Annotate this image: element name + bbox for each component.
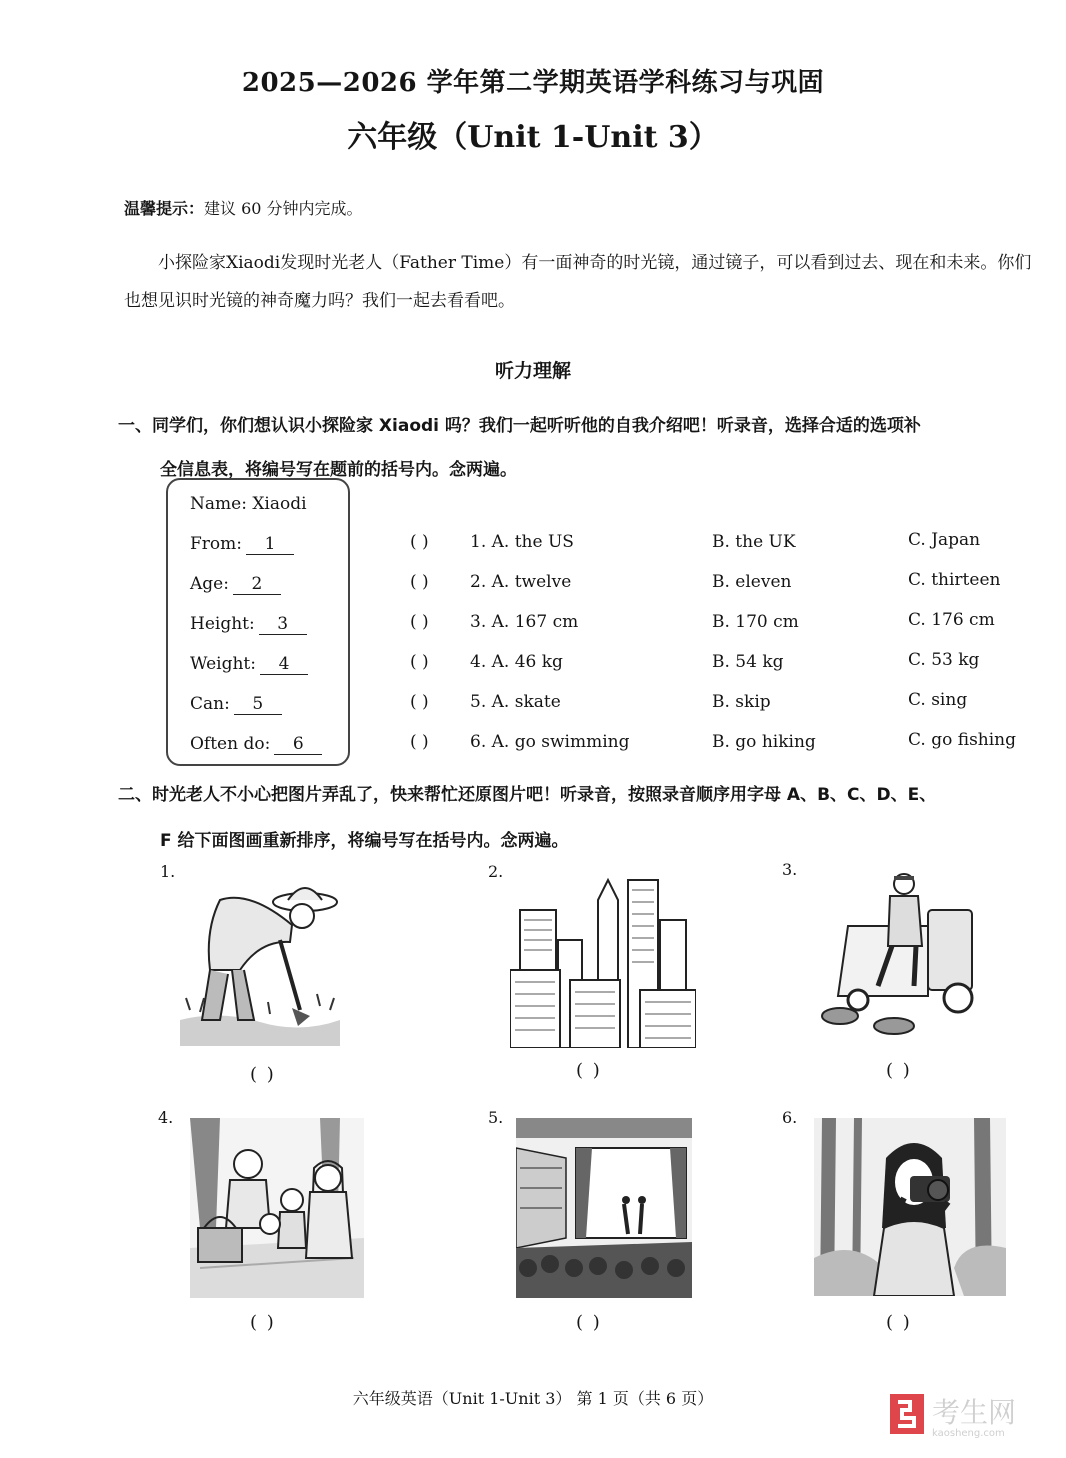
option-c: C. 53 kg bbox=[908, 650, 980, 670]
option-b: B. eleven bbox=[712, 572, 792, 592]
picture-answer-2[interactable]: ( ) bbox=[576, 1060, 602, 1081]
option-row: 5. A. skate bbox=[470, 692, 561, 712]
info-weight: Weight: 4 bbox=[190, 654, 308, 675]
tip-text: 建议 60 分钟内完成。 bbox=[204, 199, 363, 218]
watermark-en: kaosheng.com bbox=[932, 1428, 1005, 1439]
page-subtitle: 六年级（Unit 1-Unit 3） bbox=[347, 120, 719, 155]
farmer-planting-icon bbox=[180, 870, 340, 1046]
info-often-do: Often do: 6 bbox=[190, 734, 322, 755]
option-b: B. go hiking bbox=[712, 732, 816, 752]
answer-paren-3[interactable]: ( ) bbox=[410, 612, 429, 632]
picture-number: 6. bbox=[782, 1108, 798, 1127]
girl-camera-icon bbox=[814, 1118, 1006, 1296]
answer-paren-6[interactable]: ( ) bbox=[410, 732, 429, 752]
picture-number: 2. bbox=[488, 862, 504, 881]
street-sweeper-icon bbox=[818, 866, 978, 1042]
picture-answer-6[interactable]: ( ) bbox=[886, 1312, 912, 1333]
option-row: 6. A. go swimming bbox=[470, 732, 630, 752]
picture-number: 3. bbox=[782, 860, 798, 879]
option-c: C. 176 cm bbox=[908, 610, 995, 630]
picture-answer-4[interactable]: ( ) bbox=[250, 1312, 276, 1333]
picture-answer-1[interactable]: ( ) bbox=[250, 1064, 276, 1085]
option-c: C. go fishing bbox=[908, 730, 1017, 750]
option-row: 3. A. 167 cm bbox=[470, 612, 579, 632]
watermark bbox=[888, 1388, 1038, 1444]
intro-paragraph: 小探险家Xiaodi发现时光老人（Father Time）有一面神奇的时光镜，通过镜子，可以看到过去、现在和未来。你们也想见识时光镜的神奇魔力吗？我们一起去看看吧。 bbox=[124, 253, 1032, 311]
answer-paren-1[interactable]: ( ) bbox=[410, 532, 429, 552]
option-b: B. the UK bbox=[712, 532, 796, 552]
option-b: B. 170 cm bbox=[712, 612, 799, 632]
q1-line1: 一、同学们，你们想认识小探险家 Xiaodi 吗？我们一起听听他的自我介绍吧！听录音，选择合适的选项补 bbox=[118, 416, 921, 436]
blank-6[interactable]: 6 bbox=[274, 734, 322, 755]
picture-number: 4. bbox=[158, 1108, 174, 1127]
blank-5[interactable]: 5 bbox=[234, 694, 282, 715]
q1-line2: 全信息表，将编号写在题前的括号内。念两遍。 bbox=[160, 460, 517, 480]
answer-paren-5[interactable]: ( ) bbox=[410, 692, 429, 712]
picture-number: 5. bbox=[488, 1108, 504, 1127]
family-picnic-icon bbox=[190, 1118, 364, 1298]
blank-4[interactable]: 4 bbox=[260, 654, 308, 675]
answer-paren-2[interactable]: ( ) bbox=[410, 572, 429, 592]
info-table bbox=[166, 478, 350, 766]
option-b: B. skip bbox=[712, 692, 771, 712]
option-c: C. sing bbox=[908, 690, 968, 710]
q2-line2: F 给下面图画重新排序，将编号写在括号内。念两遍。 bbox=[160, 831, 569, 851]
page-title: 2025—2026 学年第二学期英语学科练习与巩固 bbox=[241, 68, 825, 98]
tip-label: 温馨提示： bbox=[124, 199, 205, 218]
option-c: C. Japan bbox=[908, 530, 981, 550]
blank-2[interactable]: 2 bbox=[233, 574, 281, 595]
answer-paren-4[interactable]: ( ) bbox=[410, 652, 429, 672]
info-name: Name: Xiaodi bbox=[190, 494, 307, 514]
option-c: C. thirteen bbox=[908, 570, 1001, 590]
kaosheng-logo-icon bbox=[888, 1388, 1038, 1440]
option-row: 2. A. twelve bbox=[470, 572, 572, 592]
page-footer: 六年级英语（Unit 1-Unit 3） 第 1 页（共 6 页） bbox=[352, 1389, 714, 1408]
q2-line1: 二、时光老人不小心把图片弄乱了，快来帮忙还原图片吧！听录音，按照录音顺序用字母 A、B、C、D、E、 bbox=[118, 785, 937, 805]
info-can: Can: 5 bbox=[190, 694, 282, 715]
blank-1[interactable]: 1 bbox=[246, 534, 294, 555]
option-row: 4. A. 46 kg bbox=[470, 652, 563, 672]
picture-answer-3[interactable]: ( ) bbox=[886, 1060, 912, 1081]
option-b: B. 54 kg bbox=[712, 652, 784, 672]
section-title: 听力理解 bbox=[494, 360, 571, 382]
info-age: Age: 2 bbox=[190, 574, 281, 595]
picture-answer-5[interactable]: ( ) bbox=[576, 1312, 602, 1333]
option-row: 1. A. the US bbox=[470, 532, 574, 552]
info-from: From: 1 bbox=[190, 534, 294, 555]
question-2-instructions bbox=[118, 772, 1036, 864]
tip bbox=[124, 196, 363, 219]
picture-number: 1. bbox=[160, 862, 176, 881]
theater-stage-icon bbox=[516, 1118, 692, 1298]
info-height: Height: 3 bbox=[190, 614, 307, 635]
city-skyline-icon bbox=[510, 870, 696, 1048]
watermark-cn: 考生网 bbox=[932, 1396, 1017, 1429]
blank-3[interactable]: 3 bbox=[259, 614, 307, 635]
